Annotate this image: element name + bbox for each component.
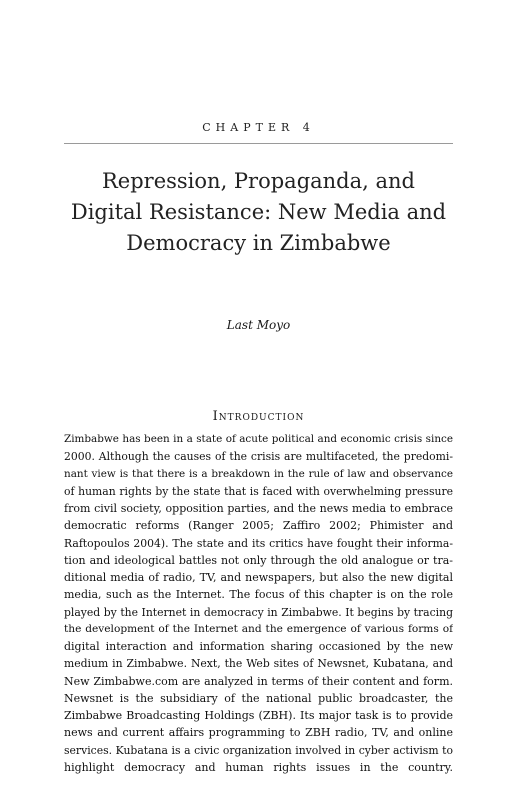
body-line: Raftopoulos 2004). The state and its critics have fought their informa- bbox=[64, 536, 453, 550]
body-line: 2000. Although the causes of the crisis are multifaceted, the predomi- bbox=[64, 450, 453, 464]
body-line: democratic reforms (Ranger 2005; Zaffiro 2002; Phimister and bbox=[64, 519, 453, 533]
chapter-title bbox=[64, 166, 453, 259]
body-line: services. Kubatana is a civic organization involved in cyber activism to bbox=[64, 743, 453, 757]
chapter-title-line: Democracy in Zimbabwe bbox=[126, 231, 391, 255]
body-line: highlight democracy and human rights issues in the country. bbox=[64, 760, 453, 774]
body-paragraph bbox=[64, 431, 453, 776]
body-line: of human rights by the state that is faced with overwhelming pressure bbox=[64, 484, 453, 498]
chapter-divider bbox=[64, 143, 453, 144]
author-name: Last Moyo bbox=[226, 318, 291, 332]
chapter-title-line: Repression, Propaganda, and bbox=[101, 169, 415, 193]
body-line: Zimbabwe has been in a state of acute political and economic crisis since bbox=[64, 433, 453, 445]
body-line: tion and ideological battles not only through the old analogue or tra- bbox=[64, 553, 453, 567]
section-heading: Introduction bbox=[212, 409, 305, 424]
body-line: the development of the Internet and the emergence of various forms of bbox=[64, 622, 453, 635]
body-line: from civil society, opposition parties, and the news media to embrace bbox=[64, 502, 453, 515]
body-line: medium in Zimbabwe. Next, the Web sites of Newsnet, Kubatana, and bbox=[64, 657, 453, 671]
body-line: played by the Internet in democracy in Zimbabwe. It begins by tracing bbox=[64, 605, 453, 619]
body-line: nant view is that there is a breakdown in the rule of law and observance bbox=[64, 467, 453, 480]
body-line: ditional media of radio, TV, and newspapers, but also the new digital bbox=[64, 571, 453, 584]
body-line: news and current affairs programming to ZBH radio, TV, and online bbox=[64, 726, 453, 740]
body-line: media, such as the Internet. The focus of this chapter is on the role bbox=[64, 588, 453, 602]
chapter-title-line: Digital Resistance: New Media and bbox=[70, 200, 447, 224]
body-line: Newsnet is the subsidiary of the national public broadcaster, the bbox=[64, 691, 453, 705]
body-line: Zimbabwe Broadcasting Holdings (ZBH). Its major task is to provide bbox=[64, 709, 453, 722]
body-line: New Zimbabwe.com are analyzed in terms of their content and form. bbox=[64, 674, 453, 688]
body-line: digital interaction and information sharing occasioned by the new bbox=[64, 640, 453, 653]
chapter-label: CHAPTER 4 bbox=[202, 121, 315, 134]
